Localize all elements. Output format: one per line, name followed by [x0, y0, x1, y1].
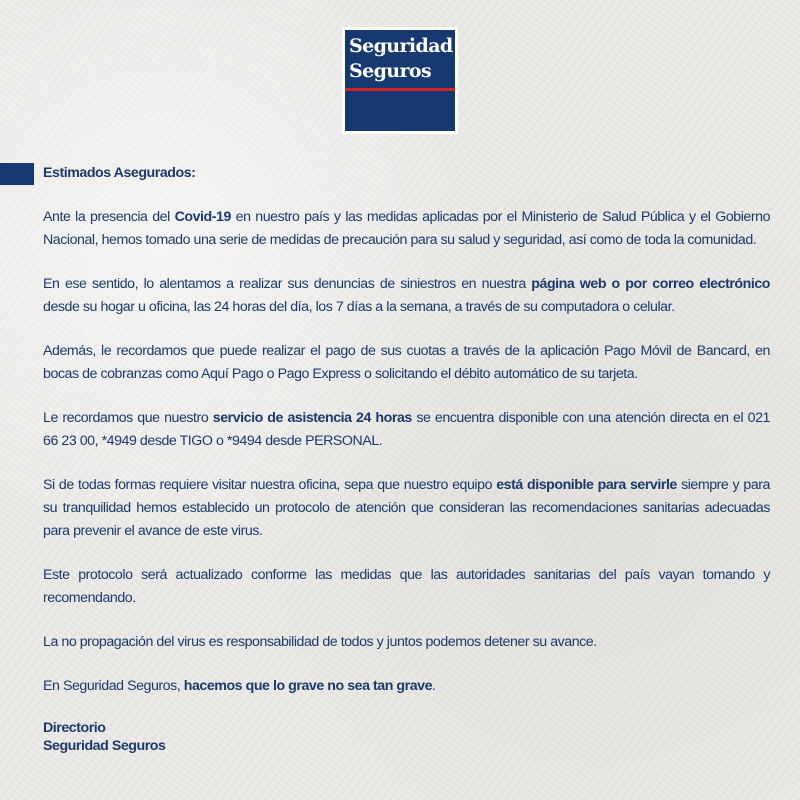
logo-text-line1: Seguridad [349, 35, 453, 57]
p1-highlight: Covid-19 [174, 209, 231, 225]
logo-badge [345, 30, 455, 131]
signature-line1: Directorio [43, 720, 106, 736]
p2-text-c: desde su hogar u oficina, las 24 horas del día, los 7 días a la semana, a través de su computadora o celular. [43, 299, 675, 315]
company-logo [342, 27, 458, 134]
p2-highlight: página web o por correo electrónico [531, 276, 770, 292]
paragraph-office-visit [43, 474, 770, 543]
paragraph-assistance [43, 407, 770, 453]
paragraph-responsibility: La no propagación del virus es responsabilidad de todos y juntos podemos detener su avance. [43, 634, 597, 650]
p4-highlight: servicio de asistencia 24 horas [212, 410, 412, 426]
p5-text-a: Si de todas formas requiere visitar nuestra oficina, sepa que nuestro equipo [43, 477, 497, 493]
letter-body [43, 162, 770, 755]
signature-line2: Seguridad Seguros [43, 738, 166, 754]
paragraph-claims-online [43, 273, 770, 319]
logo-red-bar [345, 88, 455, 91]
side-accent-bar [0, 163, 34, 185]
paragraph-protocol-update: Este protocolo será actualizado conforme las medidas que las autoridades sanitarias del país vayan tomando y recomendando. [43, 567, 770, 606]
p4-text-c: se encuentra disponible con una atención directa en el 021 66 23 00, *4949 desde TIGO o *9494 desde PERSONAL. [43, 410, 770, 449]
signature-block [43, 719, 770, 755]
p8-text-c: . [432, 678, 436, 694]
paragraph-slogan [43, 675, 770, 698]
logo-text-line2: Seguros [349, 60, 432, 82]
p5-text-c: siempre y para su tranquilidad hemos establecido un protocolo de atención que consideran las recomendaciones sanitarias adecuadas para prevenir el avance de este virus. [43, 477, 770, 539]
p1-text-c: en nuestro país y las medidas aplicadas por el Ministerio de Salud Pública y el Gobierno Nacional, hemos tomado una serie de medidas de precaución para su salud y seguridad, así como de toda la comunidad. [43, 209, 771, 248]
p2-text-a: En ese sentido, lo alentamos a realizar sus denuncias de siniestros en nuestra [43, 276, 532, 292]
p8-text-a: En Seguridad Seguros, [43, 678, 184, 694]
paragraph-covid-measures [43, 206, 770, 252]
slogan-highlight: hacemos que lo grave no sea tan grave [183, 678, 433, 694]
p1-text-a: Ante la presencia del [43, 209, 175, 225]
paragraph-payments: Además, le recordamos que puede realizar el pago de sus cuotas a través de la aplicación Pago Móvil de Bancard, en bocas de cobranzas como Aquí Pago o Pago Express o solicitando el débito automático de su tarjeta. [43, 343, 770, 382]
p5-highlight: está disponible para servirle [496, 477, 677, 493]
p4-text-a: Le recordamos que nuestro [43, 410, 213, 426]
letter-greeting: Estimados Asegurados: [43, 165, 196, 181]
